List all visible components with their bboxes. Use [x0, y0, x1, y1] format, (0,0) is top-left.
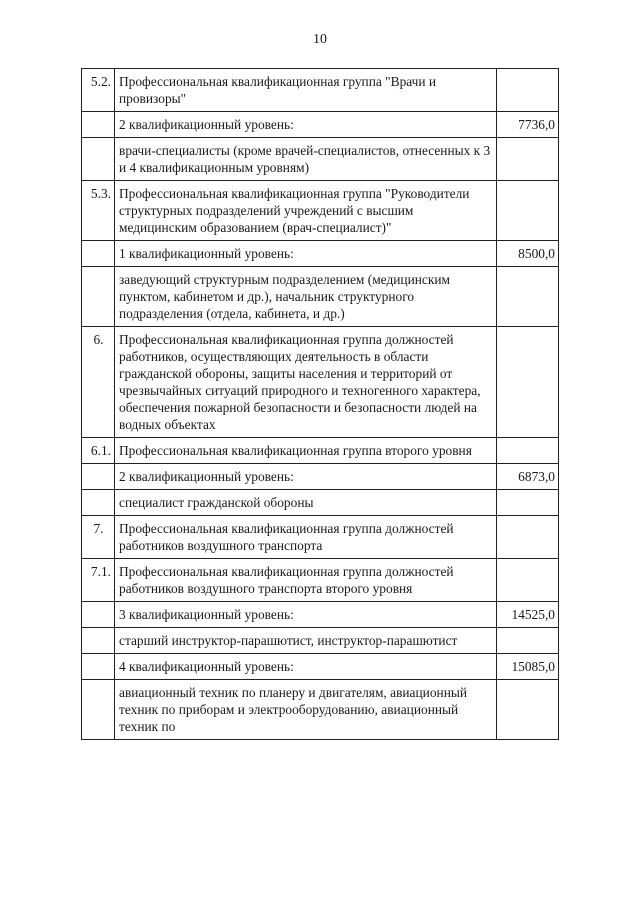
row-salary-value: [497, 69, 559, 112]
table-row: [82, 267, 559, 327]
row-salary-value: [497, 438, 559, 464]
row-number: [82, 112, 115, 138]
row-salary-value: [497, 559, 559, 602]
table-row: [82, 138, 559, 181]
table-row: [82, 181, 559, 241]
row-number: [82, 241, 115, 267]
row-number: [82, 680, 115, 740]
table-row: [82, 327, 559, 438]
row-number: [82, 654, 115, 680]
row-number: [82, 490, 115, 516]
row-description: старший инструктор-парашютист, инструктор-парашютист: [115, 628, 497, 654]
row-description: авиационный техник по планеру и двигателям, авиационный техник по приборам и электрооборудованию, авиационный техник по: [115, 680, 497, 740]
row-number: 7.: [82, 516, 115, 559]
row-description: 2 квалификационный уровень:: [115, 464, 497, 490]
row-number: 6.1.: [82, 438, 115, 464]
row-salary-value: [497, 516, 559, 559]
row-description: Профессиональная квалификационная группа должностей работников, осуществляющих деятельность в области гражданской обороны, защиты населения и территорий от чрезвычайных ситуаций природного и техногенного характера, обеспечения пожарной безопасности и безопасности людей на водных объектах: [115, 327, 497, 438]
row-salary-value: 15085,0: [497, 654, 559, 680]
row-number: 5.2.: [82, 69, 115, 112]
row-description: заведующий структурным подразделением (медицинским пунктом, кабинетом и др.), начальник структурного подразделения (отдела, кабинета, и др.): [115, 267, 497, 327]
table-row: [82, 490, 559, 516]
row-number: 7.1.: [82, 559, 115, 602]
page-number: 10: [313, 32, 327, 47]
table-row: [82, 628, 559, 654]
row-number: [82, 464, 115, 490]
table-row: [82, 438, 559, 464]
row-salary-value: [497, 327, 559, 438]
row-description: Профессиональная квалификационная группа должностей работников воздушного транспорта второго уровня: [115, 559, 497, 602]
row-number: 6.: [82, 327, 115, 438]
row-salary-value: 6873,0: [497, 464, 559, 490]
row-description: 1 квалификационный уровень:: [115, 241, 497, 267]
row-salary-value: [497, 680, 559, 740]
row-salary-value: [497, 628, 559, 654]
table-row: [82, 112, 559, 138]
row-number: [82, 602, 115, 628]
row-description: Профессиональная квалификационная группа второго уровня: [115, 438, 497, 464]
table-row: [82, 680, 559, 740]
table-row: [82, 241, 559, 267]
row-number: [82, 267, 115, 327]
row-description: 4 квалификационный уровень:: [115, 654, 497, 680]
row-description: Профессиональная квалификационная группа "Врачи и провизоры": [115, 69, 497, 112]
row-salary-value: [497, 181, 559, 241]
table-row: [82, 69, 559, 112]
row-salary-value: 7736,0: [497, 112, 559, 138]
row-salary-value: [497, 490, 559, 516]
table-row: [82, 516, 559, 559]
row-description: врачи-специалисты (кроме врачей-специалистов, отнесенных к 3 и 4 квалификационным уровням): [115, 138, 497, 181]
table-row: [82, 464, 559, 490]
row-description: 2 квалификационный уровень:: [115, 112, 497, 138]
row-number: 5.3.: [82, 181, 115, 241]
table-row: [82, 602, 559, 628]
qualification-table: [81, 68, 559, 740]
row-description: специалист гражданской обороны: [115, 490, 497, 516]
row-number: [82, 138, 115, 181]
row-number: [82, 628, 115, 654]
row-salary-value: [497, 267, 559, 327]
row-salary-value: 14525,0: [497, 602, 559, 628]
table-row: [82, 559, 559, 602]
row-salary-value: [497, 138, 559, 181]
row-description: 3 квалификационный уровень:: [115, 602, 497, 628]
row-description: Профессиональная квалификационная группа должностей работников воздушного транспорта: [115, 516, 497, 559]
row-description: Профессиональная квалификационная группа "Руководители структурных подразделений учреждений с высшим медицинским образованием (врач-специалист)": [115, 181, 497, 241]
row-salary-value: 8500,0: [497, 241, 559, 267]
table-row: [82, 654, 559, 680]
